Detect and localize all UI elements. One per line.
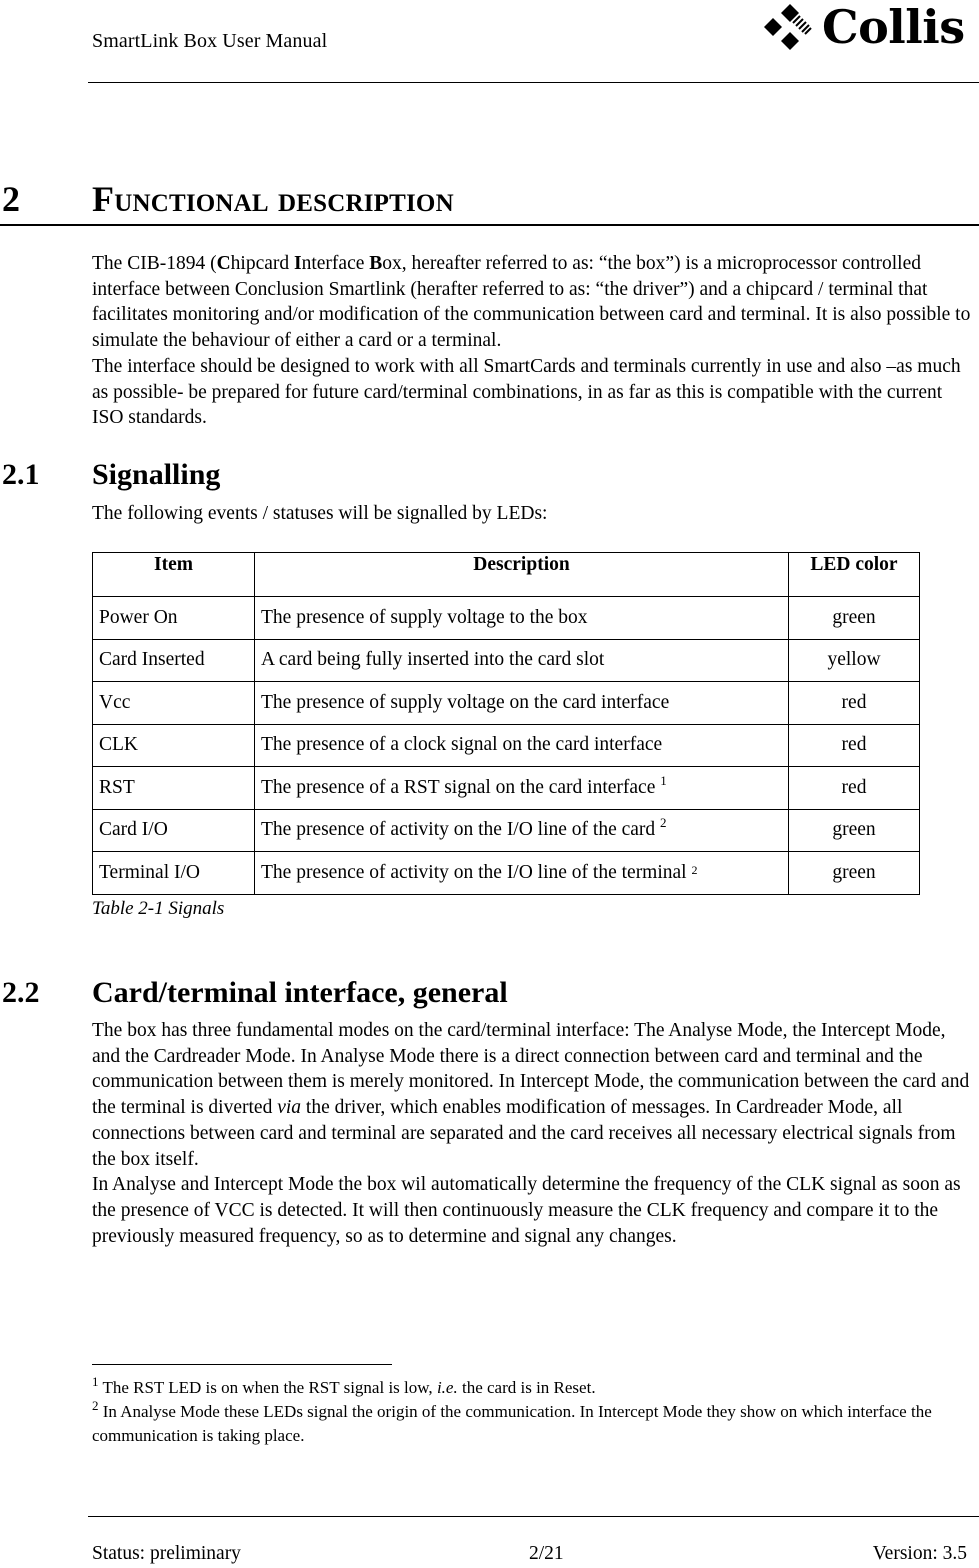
page-number: 2/21 xyxy=(529,1543,564,1564)
column-header-item: Item xyxy=(93,553,255,597)
table-row xyxy=(93,767,920,810)
table-row xyxy=(93,639,920,682)
document-status: Status: preliminary xyxy=(92,1543,241,1564)
signals-table xyxy=(92,552,920,895)
cell-led-color: yellow xyxy=(789,639,920,682)
table-caption: Table 2-1 Signals xyxy=(92,898,225,919)
cell-led-color: green xyxy=(789,809,920,852)
footnote-ref[interactable]: 2 xyxy=(691,862,698,877)
section-2-2-body xyxy=(92,1018,972,1249)
logo-text: Collis xyxy=(822,0,965,54)
section-2-1-intro: The following events / statuses will be signalled by LEDs: xyxy=(92,503,548,524)
intro-paragraph-2: The interface should be designed to work with all SmartCards and terminals currently in use and also –as much as possible- be prepared for future card/terminal combinations, in as far as this is compatible with the current ISO standards. xyxy=(92,355,961,429)
section-2-2-paragraph-1: The box has three fundamental modes on the card/terminal interface: The Analyse Mode, the Intercept Mode, and the Cardreader Mode. In Analyse Mode there is a direct connection between card and terminal and the communication between them is merely monitored. In Intercept Mode, the communication between the card and the terminal is diverted via the driver, which enables modification of messages. In Cardreader Mode, all connections between card and terminal are separated and the card receives all necessary electrical signals from the box itself. xyxy=(92,1020,970,1170)
cell-item: Card I/O xyxy=(93,809,255,852)
table-header-row xyxy=(93,553,920,597)
cell-item: Vcc xyxy=(93,682,255,725)
document-version: Version: 3.5 xyxy=(872,1543,967,1564)
document-title: SmartLink Box User Manual xyxy=(92,30,328,52)
chapter-divider xyxy=(0,224,979,226)
cell-led-color: green xyxy=(789,597,920,640)
section-2-1-number: 2.1 xyxy=(2,458,40,491)
cell-item: Power On xyxy=(93,597,255,640)
cell-item: RST xyxy=(93,767,255,810)
table-row xyxy=(93,809,920,852)
cell-description: The presence of activity on the I/O line of the card $^2$ xyxy=(255,809,789,852)
footnote-1: $^1$ The RST LED is on when the RST signal is low, i.e. the card is in Reset. xyxy=(92,1374,596,1397)
chapter-intro xyxy=(92,251,972,431)
chapter-title: Functional description xyxy=(92,179,454,219)
collis-diamond-logo-icon xyxy=(762,2,818,52)
cell-description: The presence of a RST signal on the card interface $^1$ xyxy=(255,767,789,810)
cell-led-color: red xyxy=(789,682,920,725)
table-row xyxy=(93,682,920,725)
section-2-2-title: Card/terminal interface, general xyxy=(92,976,508,1009)
footnote-separator xyxy=(92,1364,392,1365)
table-row xyxy=(93,852,920,895)
cell-description: The presence of supply voltage on the card interface xyxy=(255,682,789,725)
column-header-led-color: LED color xyxy=(789,553,920,597)
footnote-ref[interactable]: 2 xyxy=(660,815,667,831)
footnotes xyxy=(92,1376,962,1448)
footnote-2: $^2$ In Analyse Mode these LEDs signal the origin of the communication. In Intercept Mode they show on which interface the communication is taking place. xyxy=(92,1398,932,1445)
table-row xyxy=(93,724,920,767)
cell-item: CLK xyxy=(93,724,255,767)
column-header-description: Description xyxy=(255,553,789,597)
intro-paragraph-1: The CIB-1894 (Chipcard Interface Box, hereafter referred to as: “the box”) is a microprocessor controlled interface between Conclusion Smartlink (herafter referred to as: “the driver”) and a chipcard / terminal that facilitates monitoring and/or modification of the communication between card and terminal. It is also possible to simulate the behaviour of either a card or a terminal. xyxy=(92,253,971,352)
cell-description: The presence of activity on the I/O line of the terminal $^2$ xyxy=(255,852,789,895)
footnote-ref[interactable]: 1 xyxy=(660,772,667,788)
cell-led-color: red xyxy=(789,767,920,810)
cell-description: The presence of supply voltage to the box xyxy=(255,597,789,640)
cell-description: A card being fully inserted into the card slot xyxy=(255,639,789,682)
header-divider xyxy=(88,82,979,83)
cell-led-color: green xyxy=(789,852,920,895)
footer-divider xyxy=(88,1516,979,1517)
table-row xyxy=(93,597,920,640)
cell-description: The presence of a clock signal on the card interface xyxy=(255,724,789,767)
collis-logo xyxy=(762,0,979,54)
section-2-2-number: 2.2 xyxy=(2,976,40,1009)
section-2-1-title: Signalling xyxy=(92,458,221,491)
cell-item: Card Inserted xyxy=(93,639,255,682)
section-2-2-paragraph-2: In Analyse and Intercept Mode the box wil automatically determine the frequency of the CLK signal as soon as the presence of VCC is detected. It will then continuously measure the CLK frequency and compare it to the previously measured frequency, so as to determine and signal any changes. xyxy=(92,1174,961,1247)
chapter-number: 2 xyxy=(2,179,20,219)
cell-led-color: red xyxy=(789,724,920,767)
cell-item: Terminal I/O xyxy=(93,852,255,895)
